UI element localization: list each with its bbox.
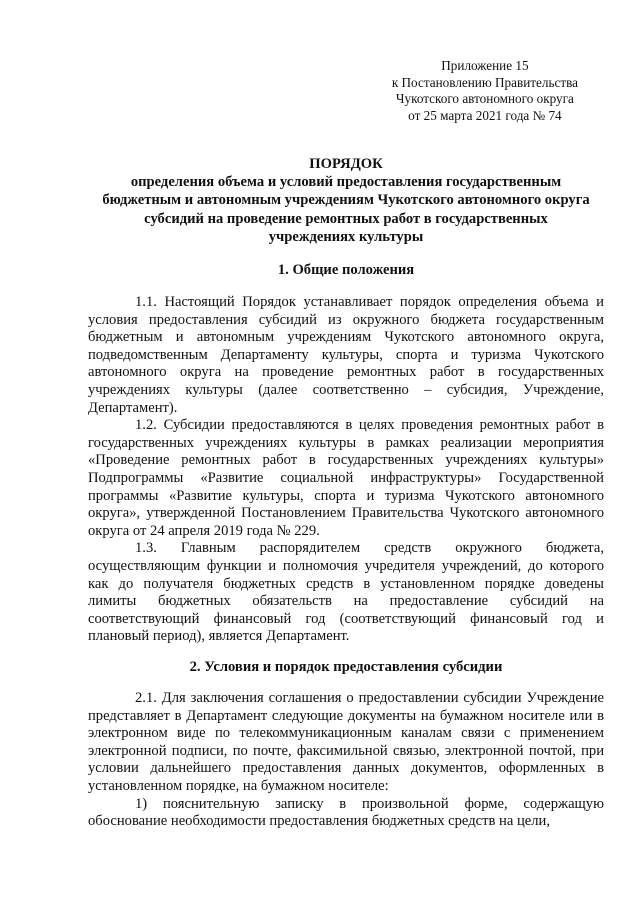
paragraph-1-3: 1.3. Главным распорядителем средств окружного бюджета, осуществляющим функции и полномочия учредителя учреждений, до которого как до получателя бюджетных средств в установленном порядке доведены лимиты бюджетных обязательств на предоставление субсидий на соответствующий финансовый год (соответствующий финансовый год и плановый период), является Департамент. bbox=[88, 540, 604, 645]
appendix-line-3: Чукотского автономного округа bbox=[395, 91, 574, 106]
section-2-body bbox=[88, 690, 604, 831]
title-main: ПОРЯДОК bbox=[309, 156, 383, 172]
section-1-heading: 1. Общие положения bbox=[277, 262, 415, 278]
paragraph-2-1: 2.1. Для заключения соглашения о предоставлении субсидии Учреждение представляет в Департамент следующие документы на бумажном носителе или в электронном виде по телекоммуникационным каналам связи с применением электронной подписи, по почте, факсимильной связью, электронной почтой, при условии дальнейшего предоставления данных документов, оформленных в установленном порядке, на бумажном носителе: bbox=[88, 690, 604, 794]
paragraph-1-2: 1.2. Субсидии предоставляются в целях проведения ремонтных работ в государственных учреждениях культуры в рамках реализации мероприятия «Проведение ремонтных работ в государственных учреждениях культуры» Подпрограммы «Развитие социальной инфраструктуры» Государственной программы «Развитие культуры, спорта и туризма Чукотского автономного округа», утвержденной Постановлением Правительства Чукотского автономного округа от 24 апреля 2019 года № 229. bbox=[88, 417, 604, 539]
title-line-2: бюджетным и автономным учреждениям Чукотского автономного округа bbox=[102, 192, 590, 209]
section-2-heading: 2. Условия и порядок предоставления субсидии bbox=[189, 659, 503, 675]
appendix-line-1: Приложение 15 bbox=[441, 58, 529, 73]
title-line-4: учреждениях культуры bbox=[268, 228, 424, 245]
appendix-line-2: к Постановлению Правительства bbox=[391, 74, 578, 90]
paragraph-2-2: 1) пояснительную записку в произвольной форме, содержащую обоснование необходимости предоставления бюджетных средств на цели, bbox=[88, 795, 604, 830]
appendix-line-4: от 25 марта 2021 года № 74 bbox=[408, 107, 562, 123]
appendix-header bbox=[392, 58, 578, 124]
section-1-body bbox=[88, 294, 604, 646]
title-line-3: субсидий на проведение ремонтных работ в государственных bbox=[144, 210, 548, 227]
document-title bbox=[88, 155, 604, 246]
title-line-1: определения объема и условий предоставления государственным bbox=[130, 174, 562, 191]
paragraph-1-1: 1.1. Настоящий Порядок устанавливает порядок определения объема и условия предоставления субсидий из окружного бюджета государственным бюджетным и автономным учреждениям Чукотского автономного округа, подведомственным Департаменту культуры, спорта и туризма Чукотского автономного округа на проведение ремонтных работ в государственных учреждениях культуры (далее соответственно – субсидия, Учреждение, Департамент). bbox=[88, 294, 604, 416]
